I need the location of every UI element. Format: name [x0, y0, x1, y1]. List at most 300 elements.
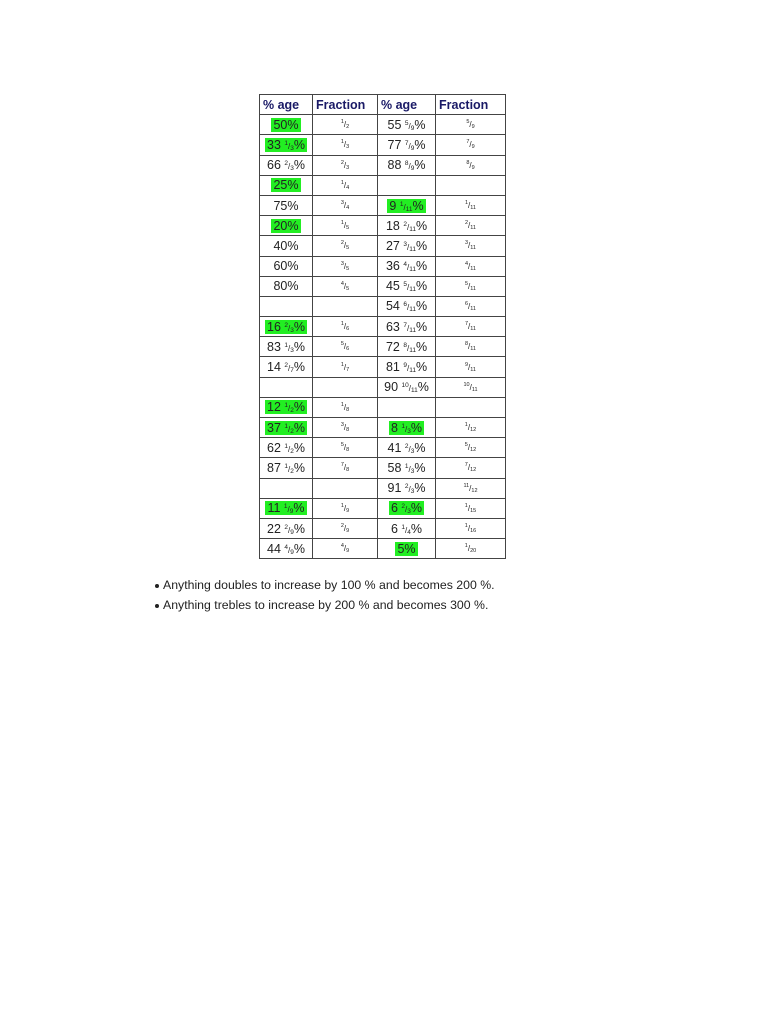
table-row	[260, 357, 506, 377]
fraction-cell	[436, 256, 506, 276]
denominator: 11	[470, 285, 476, 292]
denominator: 3	[290, 346, 294, 354]
numerator: 1	[464, 422, 468, 429]
denominator: 9	[346, 528, 350, 535]
fraction-value	[465, 322, 476, 331]
numerator: 2	[464, 220, 469, 227]
fraction-slash: /	[406, 283, 410, 293]
fraction-cell	[436, 377, 506, 397]
note-doubles	[155, 578, 495, 592]
fraction-value	[465, 423, 476, 432]
denominator: 11	[470, 245, 476, 252]
fraction-slash: /	[287, 505, 290, 515]
percentage-value: 9 $^1/_{11}\%$	[389, 198, 424, 213]
percentage-cell	[260, 115, 313, 135]
percentage-value: 72 $^8/_{11}\%$	[385, 339, 428, 354]
fraction-cell	[436, 175, 506, 195]
percentage-value: 81 $^9/_{11}\%$	[385, 360, 428, 375]
numerator: 1	[284, 462, 289, 470]
denominator: 9	[471, 144, 475, 151]
fraction-value	[341, 463, 349, 472]
fraction-cell	[313, 438, 378, 458]
denominator: 3	[346, 144, 350, 151]
numerator: 1	[464, 200, 469, 207]
fraction-cell	[436, 337, 506, 357]
percentage-cell	[260, 397, 313, 417]
fraction-value	[341, 161, 349, 170]
numerator: 9	[464, 361, 469, 368]
fraction-value	[465, 241, 476, 250]
numerator: 5	[464, 280, 469, 287]
fraction-header: Fraction	[436, 95, 506, 115]
percentage-cell	[260, 518, 313, 538]
numerator: 4	[340, 280, 344, 287]
fraction-slash: /	[406, 242, 410, 252]
denominator: 5	[346, 285, 350, 292]
percentage-cell	[260, 276, 313, 296]
fraction-slash: /	[468, 342, 471, 352]
fraction-slash: /	[343, 160, 347, 170]
fraction-cell	[313, 418, 378, 438]
fraction-slash: /	[408, 121, 411, 131]
percentage-cell	[260, 478, 313, 498]
denominator: 11	[405, 205, 413, 213]
fraction-cell	[313, 236, 378, 256]
fraction-cell	[436, 458, 506, 478]
denominator: 9	[346, 507, 350, 514]
percentage-cell	[260, 256, 313, 276]
fraction-slash: /	[406, 222, 410, 232]
fraction-slash: /	[405, 525, 408, 535]
denominator: 3	[407, 427, 411, 435]
percentage-value: 58 $^1/_3\%$	[387, 460, 426, 475]
numerator: 1	[340, 139, 344, 146]
numerator: 7	[404, 139, 409, 147]
fraction-value	[341, 544, 349, 553]
percentage-header: % age	[260, 95, 313, 115]
percentage-cell	[260, 317, 313, 337]
percentage-value: 55 $^5/_9\%$	[387, 117, 426, 132]
denominator: 5	[346, 265, 350, 272]
table-row	[260, 418, 506, 438]
percentage-value: 91 $^2/_3\%$	[387, 481, 426, 496]
fraction-cell	[436, 418, 506, 438]
fraction-slash: /	[467, 503, 471, 513]
numerator: 2	[403, 220, 407, 228]
fraction-slash: /	[467, 463, 471, 473]
table-row	[260, 498, 506, 518]
numerator: 2	[284, 362, 289, 370]
percentage-value: 83 $^1/_3\%$	[267, 339, 305, 354]
fraction-slash: /	[343, 402, 347, 412]
denominator: 2	[290, 427, 294, 435]
fraction-cell	[313, 256, 378, 276]
denominator: 15	[470, 507, 477, 514]
denominator: 3	[290, 165, 294, 173]
denominator: 11	[409, 286, 416, 294]
fraction-value	[341, 403, 349, 412]
percentage-cell	[260, 175, 313, 195]
numerator: 1	[464, 543, 468, 550]
denominator: 3	[410, 447, 415, 455]
numerator: 2	[340, 523, 344, 530]
fraction-slash: /	[406, 343, 410, 353]
fraction-slash: /	[403, 202, 406, 212]
percentage-cell	[378, 155, 436, 175]
fraction-slash: /	[343, 544, 347, 554]
denominator: 20	[470, 548, 477, 555]
fraction-slash: /	[469, 120, 472, 130]
numerator: 8	[403, 341, 407, 349]
fraction-value	[341, 504, 349, 513]
fraction-cell	[313, 135, 378, 155]
table-row	[260, 397, 506, 417]
numerator: 1	[283, 503, 288, 511]
percentage-value: 66 $^2/_3\%$	[267, 158, 305, 173]
table-row	[260, 518, 506, 538]
fraction-slash: /	[343, 201, 347, 211]
table-body	[260, 115, 506, 559]
fraction-slash: /	[408, 141, 411, 151]
fraction-slash: /	[288, 545, 291, 555]
fraction-cell	[436, 135, 506, 155]
table-row	[260, 256, 506, 276]
numerator: 1	[404, 462, 409, 470]
fraction-slash: /	[288, 343, 291, 353]
table-row	[260, 135, 506, 155]
numerator: 7	[464, 462, 468, 469]
numerator: 1	[284, 402, 289, 410]
numerator: 11	[463, 482, 470, 489]
fraction-value	[341, 282, 349, 291]
denominator: 11	[410, 387, 418, 395]
percentage-cell	[378, 296, 436, 316]
fraction-slash: /	[467, 443, 471, 453]
denominator: 9	[410, 165, 415, 173]
table-row	[260, 337, 506, 357]
percentage-cell	[260, 357, 313, 377]
fraction-slash: /	[469, 140, 472, 150]
denominator: 5	[346, 245, 350, 252]
denominator: 8	[346, 447, 350, 454]
fraction-slash: /	[468, 261, 471, 271]
fraction-slash: /	[408, 464, 411, 474]
numerator: 8	[464, 341, 469, 348]
fraction-cell	[313, 539, 378, 559]
fraction-value	[465, 201, 476, 210]
fraction-slash: /	[467, 524, 471, 534]
percentage-value: 90 $^{10}/_{11}\%$	[384, 380, 429, 395]
fraction-value	[341, 201, 349, 210]
denominator: 9	[346, 548, 350, 555]
denominator: 3	[410, 467, 415, 475]
fraction-value	[465, 221, 476, 230]
numerator: 7	[403, 321, 407, 329]
fraction-value	[465, 282, 476, 291]
fraction-cell	[436, 539, 506, 559]
denominator: 8	[346, 406, 350, 413]
numerator: 2	[404, 483, 409, 491]
percentage-cell	[378, 377, 436, 397]
percentage-value: 18 $^2/_{11}\%$	[385, 218, 428, 233]
percentage-cell	[378, 175, 436, 195]
fraction-slash: /	[343, 322, 347, 332]
fraction-slash: /	[288, 162, 291, 172]
numerator: 1	[340, 220, 344, 227]
fraction-cell	[436, 438, 506, 458]
fraction-slash: /	[468, 281, 471, 291]
numerator: 1	[340, 502, 344, 509]
denominator: 11	[470, 225, 476, 232]
fraction-cell	[436, 115, 506, 135]
denominator: 11	[470, 346, 476, 353]
numerator: 1	[340, 401, 344, 408]
fraction-value	[341, 342, 349, 351]
fraction-cell	[313, 518, 378, 538]
denominator: 3	[407, 508, 411, 516]
fraction-slash: /	[468, 301, 471, 311]
fraction-slash: /	[408, 384, 411, 394]
fraction-slash: /	[343, 261, 347, 271]
denominator: 2	[290, 467, 294, 475]
percentage-cell	[260, 418, 313, 438]
fraction-slash: /	[468, 221, 471, 231]
fraction-slash: /	[343, 281, 347, 291]
denominator: 9	[290, 548, 294, 556]
percentage-value: 75%	[273, 198, 299, 213]
fraction-cell	[436, 296, 506, 316]
note-text: Anything trebles to increase by 200 % and becomes 300 %.	[163, 598, 489, 612]
denominator: 11	[470, 205, 476, 212]
percentage-cell	[260, 135, 313, 155]
percentage-value: 80%	[273, 279, 299, 294]
numerator: 10	[401, 382, 409, 390]
percentage-cell	[260, 438, 313, 458]
numerator: 1	[340, 179, 344, 186]
fraction-slash: /	[468, 322, 471, 332]
fraction-slash: /	[405, 424, 408, 434]
fraction-slash: /	[343, 524, 347, 534]
fraction-slash: /	[406, 303, 410, 313]
denominator: 8	[346, 467, 350, 474]
percentage-cell	[378, 256, 436, 276]
fraction-cell	[313, 155, 378, 175]
fraction-slash: /	[468, 362, 471, 372]
fraction-cell	[436, 518, 506, 538]
percentage-header: % age	[378, 95, 436, 115]
numerator: 5	[404, 119, 409, 127]
denominator: 3	[290, 326, 294, 334]
fraction-slash: /	[288, 464, 291, 474]
fraction-slash: /	[408, 162, 411, 172]
fraction-value	[341, 241, 349, 250]
numerator: 3	[464, 240, 469, 247]
denominator: 16	[470, 528, 477, 535]
numerator: 5	[340, 442, 344, 449]
fraction-value	[341, 262, 349, 271]
fraction-cell	[313, 276, 378, 296]
percentage-value: 6 $^1/_4\%$	[390, 521, 423, 536]
numerator: 9	[403, 362, 407, 370]
percentage-cell	[378, 337, 436, 357]
fraction-cell	[313, 458, 378, 478]
numerator: 1	[401, 422, 406, 430]
table-row	[260, 276, 506, 296]
fraction-slash: /	[406, 263, 410, 273]
denominator: 5	[346, 225, 350, 232]
numerator: 8	[404, 160, 409, 168]
denominator: 9	[471, 124, 475, 131]
fraction-cell	[436, 498, 506, 518]
fraction-slash: /	[343, 180, 347, 190]
numerator: 5	[464, 442, 468, 449]
percentage-value: 11 $^1/_9\%$	[267, 501, 305, 516]
denominator: 4	[346, 184, 350, 191]
percentage-value: 41 $^2/_3\%$	[387, 440, 426, 455]
numerator: 2	[404, 442, 409, 450]
table-header-row	[260, 95, 506, 115]
table-row	[260, 539, 506, 559]
fraction-slash: /	[408, 485, 411, 495]
percentage-value: 16 $^2/_3\%$	[267, 319, 305, 334]
percentage-value: 87 $^1/_2\%$	[267, 460, 305, 475]
percentage-cell	[260, 458, 313, 478]
percentage-cell	[378, 458, 436, 478]
percentage-cell	[260, 155, 313, 175]
numerator: 4	[403, 261, 407, 269]
denominator: 11	[409, 245, 416, 253]
fraction-cell	[436, 216, 506, 236]
numerator: 3	[340, 422, 344, 429]
percentage-cell	[378, 397, 436, 417]
fraction-slash: /	[288, 323, 291, 333]
percentage-value: 20%	[273, 218, 299, 233]
numerator: 7	[464, 321, 469, 328]
percentage-value: 45 $^5/_{11}\%$	[385, 279, 428, 294]
denominator: 11	[471, 386, 478, 393]
percentage-cell	[378, 539, 436, 559]
denominator: 11	[470, 265, 476, 272]
fraction-cell	[313, 216, 378, 236]
fraction-value	[341, 181, 349, 190]
percentage-cell	[260, 216, 313, 236]
numerator: 1	[284, 341, 289, 349]
numerator: 1	[284, 442, 289, 450]
numerator: 1	[399, 200, 404, 208]
denominator: 3	[346, 164, 350, 171]
table-row	[260, 317, 506, 337]
fraction-value	[465, 262, 476, 271]
fraction-slash: /	[288, 444, 291, 454]
fraction-cell	[313, 357, 378, 377]
fraction-slash: /	[406, 364, 410, 374]
table-row	[260, 296, 506, 316]
percentage-cell	[378, 195, 436, 215]
percentage-value: 88 $^8/_9\%$	[387, 158, 426, 173]
fraction-cell	[313, 478, 378, 498]
note-trebles	[155, 598, 488, 612]
fraction-value	[341, 423, 349, 432]
numerator: 7	[466, 139, 470, 146]
fraction-value	[465, 463, 476, 472]
numerator: 1	[401, 523, 406, 531]
percentage-cell	[260, 337, 313, 357]
percentage-cell	[378, 317, 436, 337]
numerator: 1	[340, 321, 344, 328]
numerator: 8	[466, 159, 470, 166]
percentage-fraction-table	[259, 94, 506, 559]
fraction-slash: /	[468, 201, 471, 211]
percentage-value: 63 $^7/_{11}\%$	[385, 319, 428, 334]
percentage-value: 44 $^4/_9\%$	[267, 541, 305, 556]
denominator: 12	[471, 487, 478, 494]
percentage-value: 6 $^2/_3\%$	[390, 501, 423, 516]
percentage-cell	[260, 236, 313, 256]
fraction-value	[465, 302, 476, 311]
numerator: 1	[464, 523, 468, 530]
denominator: 12	[470, 447, 477, 454]
fraction-value	[463, 484, 477, 493]
numerator: 3	[340, 200, 344, 207]
fraction-cell	[313, 337, 378, 357]
fraction-slash: /	[343, 241, 347, 251]
numerator: 4	[284, 543, 289, 551]
percentage-cell	[378, 276, 436, 296]
numerator: 2	[340, 159, 344, 166]
fraction-cell	[436, 357, 506, 377]
numerator: 6	[403, 301, 407, 309]
numerator: 7	[340, 462, 344, 469]
fraction-slash: /	[288, 404, 291, 414]
fraction-slash: /	[343, 443, 347, 453]
numerator: 5	[403, 281, 407, 289]
denominator: 9	[471, 164, 475, 171]
numerator: 5	[340, 341, 344, 348]
denominator: 2	[290, 447, 294, 455]
bullet-icon	[155, 584, 159, 588]
table-row	[260, 216, 506, 236]
fraction-header: Fraction	[313, 95, 378, 115]
numerator: 10	[463, 381, 470, 388]
denominator: 9	[410, 124, 415, 132]
table-row	[260, 155, 506, 175]
numerator: 1	[340, 119, 344, 126]
numerator: 2	[284, 523, 289, 531]
numerator: 2	[284, 321, 289, 329]
table-row	[260, 195, 506, 215]
numerator: 3	[403, 240, 407, 248]
fraction-slash: /	[343, 503, 347, 513]
percentage-value: 62 $^1/_2\%$	[267, 440, 305, 455]
denominator: 2	[346, 124, 350, 131]
percentage-value: 40%	[273, 238, 299, 253]
percentage-cell	[378, 115, 436, 135]
denominator: 3	[290, 144, 294, 152]
fraction-cell	[436, 397, 506, 417]
percentage-value: 33 $^1/_3\%$	[267, 137, 305, 152]
fraction-slash: /	[469, 382, 472, 392]
percentage-value: 54 $^6/_{11}\%$	[385, 299, 428, 314]
percentage-cell	[378, 216, 436, 236]
fraction-value	[465, 443, 476, 452]
table-row	[260, 175, 506, 195]
percentage-cell	[378, 518, 436, 538]
note-text: Anything doubles to increase by 100 % and becomes 200 %.	[163, 578, 495, 592]
denominator: 4	[407, 528, 411, 536]
percentage-cell	[378, 135, 436, 155]
fraction-slash: /	[343, 463, 347, 473]
fraction-value	[466, 140, 474, 149]
